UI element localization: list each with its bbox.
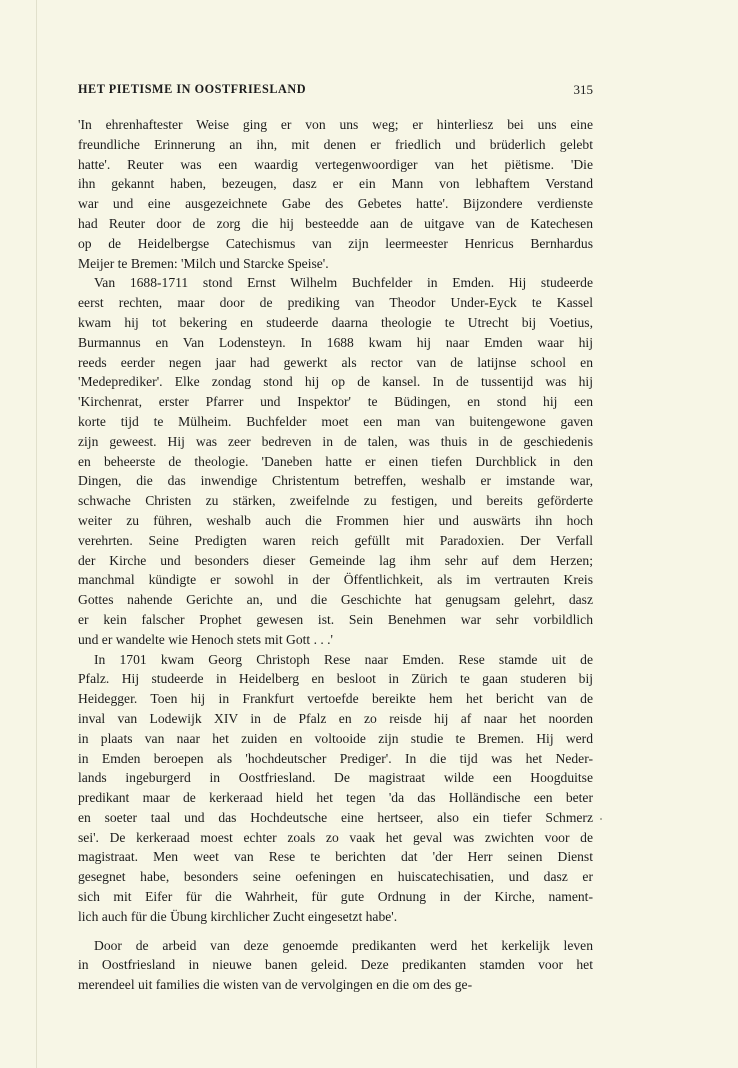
text-line: In 1701 kwam Georg Christoph Rese naar Emden. Rese stamde uit de: [94, 651, 593, 667]
text-line: reeds eerder negen jaar had gewerkt als rector van de latijnse school en: [78, 354, 593, 370]
text-line: eerst rechten, maar door de prediking van Theodor Under-Eyck te Kassel: [78, 295, 593, 311]
text-line: Van 1688-1711 stond Ernst Wilhelm Buchfelder in Emden. Hij studeerde: [94, 275, 593, 291]
text-line: Meijer te Bremen: 'Milch und Starcke Speise'.: [78, 255, 329, 271]
text-line: en beheerste de theologie. 'Daneben hatte er einen tiefen Durchblick in den: [78, 453, 593, 469]
paragraph: [78, 936, 593, 995]
paragraph: [78, 273, 593, 649]
text-line: 'In ehrenhaftester Weise ging er von uns weg; er hinterliesz bei uns eine: [78, 117, 593, 132]
text-line: schwache Christen zu stärken, zweifelnde zu festigen, und bereits geförderte: [78, 493, 593, 509]
text-line: kwam hij tot bekering en studeerde daarna theologie te Utrecht bij Voetius,: [78, 314, 593, 330]
text-line: hatte'. Reuter was een waardig vertegenwoordiger van het piëtisme. 'Die: [78, 156, 593, 172]
text-line: merendeel uit families die wisten van de vervolgingen en die om des ge-: [78, 977, 473, 993]
text-line: verehrten. Seine Predigten waren reich gefüllt mit Paradoxien. Der Verfall: [78, 532, 593, 548]
text-line: und er wandelte wie Henoch stets mit Gott . . .': [78, 631, 334, 647]
text-line: in Emden beroepen als 'hochdeutscher Prediger'. In die tijd was het Neder-: [78, 750, 593, 766]
paper-speck: [600, 818, 602, 820]
text-line: freundliche Erinnerung an ihn, mit denen er friedlich und brüderlich gelebt: [78, 136, 593, 152]
paragraph: [78, 115, 593, 273]
text-line: er kein falscher Prophet gewesen ist. Sein Benehmen war sehr vorbildlich: [78, 611, 593, 627]
text-line: lands ingeburgerd in Oostfriesland. De magistraat wilde een Hoogduitse: [78, 770, 593, 786]
body-text: [78, 115, 593, 995]
text-line: in plaats van naar het zuiden en voltooide zijn studie te Bremen. Hij werd: [78, 730, 593, 746]
text-line: magistraat. Men weet van Rese te berichten dat 'der Herr seinen Dienst: [78, 849, 593, 865]
text-line: der Kirche und besonders dieser Gemeinde lag ihm sehr auf dem Herzen;: [78, 552, 593, 568]
text-line: op de Heidelbergse Catechismus van zijn leermeester Henricus Bernhardus: [78, 235, 593, 251]
text-line: inval van Lodewijk XIV in de Pfalz en zo reisde hij af naar het noorden: [78, 710, 593, 726]
text-line: 'Kirchenrat, erster Pfarrer und Inspektor' te Büdingen, en stond hij een: [78, 394, 593, 410]
text-line: weiter zu führen, weshalb auch die Frommen hier und auswärts ihn hoch: [78, 512, 593, 528]
text-line: had Reuter door de zorg die hij besteedde aan de uitgave van de Katechesen: [78, 215, 593, 231]
text-line: 'Medeprediker'. Elke zondag stond hij op de kansel. In de tussentijd was hij: [78, 374, 593, 390]
page-header: [78, 80, 593, 100]
page-number: 315: [573, 82, 593, 97]
paragraph-gap: [78, 927, 593, 936]
text-line: Gottes nahende Gerichte an, und die Geschichte hat genugsam gelehrt, dasz: [78, 592, 593, 608]
text-line: Heidegger. Toen hij in Frankfurt vertoefde bereikte hem het bericht van de: [78, 691, 593, 707]
text-line: ihn gekannt haben, bezeugen, dasz er ein Mann von lebhaftem Verstand: [78, 176, 593, 192]
text-line: lich auch für die Übung kirchlicher Zucht eingesetzt habe'.: [78, 908, 398, 924]
text-line: war und eine ausgezeichnete Gabe des Gebetes hatte'. Bijzondere verdienste: [78, 196, 593, 212]
running-head: HET PIETISME IN OOSTFRIESLAND: [78, 82, 307, 96]
text-line: gesegnet habe, besonders seine oefeningen en huiscatechisatien, und dasz er: [78, 869, 593, 885]
text-line: in Oostfriesland in nieuwe banen geleid. Deze predikanten stamden voor het: [78, 957, 593, 973]
text-line: korte tijd te Mülheim. Buchfelder moet een man van buitengewone gaven: [78, 413, 593, 429]
text-line: zijn geweest. Hij was zeer bedreven in de talen, was thuis in de geschiedenis: [78, 433, 593, 449]
text-line: manchmal kündigte er sowohl in der Öffentlichkeit, als im vertrauten Kreis: [78, 572, 593, 588]
text-line: sich mit Eifer für die Wahrheit, für gute Ordnung in der Kirche, nament-: [78, 889, 593, 905]
text-line: predikant maar de kerkeraad hield het tegen 'da das Holländische een beter: [78, 790, 593, 806]
text-line: Pfalz. Hij studeerde in Heidelberg en besloot in Zürich te gaan studeren bij: [78, 671, 593, 687]
text-line: en soeter taal und das Hochdeutsche eine hertseer, also ein tiefer Schmerz: [78, 809, 593, 825]
text-line: Door de arbeid van deze genoemde predikanten werd het kerkelijk leven: [94, 937, 593, 953]
text-line: Burmannus en Van Lodensteyn. In 1688 kwam hij naar Emden waar hij: [78, 334, 593, 350]
text-line: Dingen, die das inwendige Christentum betreffen, weshalb er imstande war,: [78, 473, 593, 489]
paragraph: [78, 650, 593, 927]
page-edge: [36, 0, 37, 1068]
text-line: sei'. De kerkeraad moest echter zoals zo vaak het geval was zwichten voor de: [78, 829, 593, 845]
